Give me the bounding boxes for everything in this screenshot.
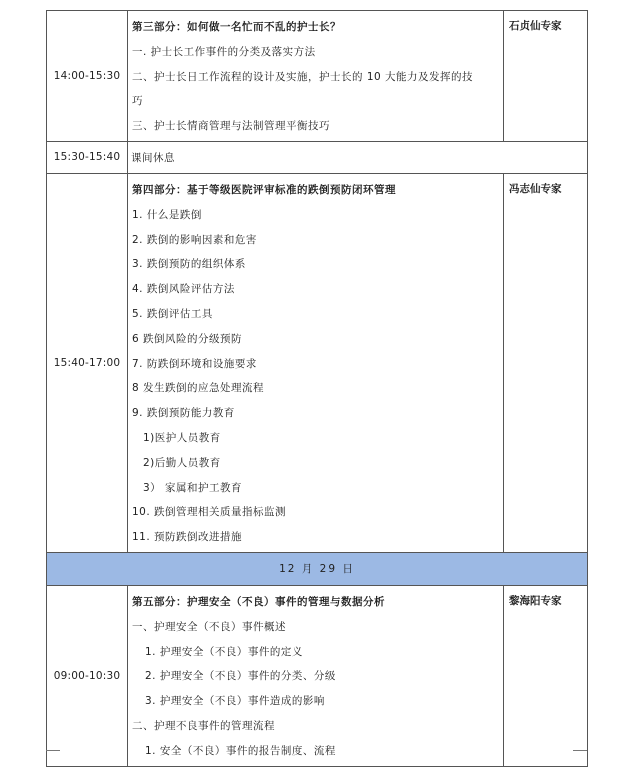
session-time: 15:30-15:40 [47,141,128,173]
break-row [47,141,588,173]
session-line: 3） 家属和护工教育 [143,481,243,494]
speaker-name: 冯志仙专家 [504,173,588,552]
session-line: 1. 什么是跌倒 [132,208,202,221]
session-time: 09:00-10:30 [47,585,128,766]
session-line: 巧 [132,95,143,108]
session-content [128,11,504,142]
session-line: 2. 跌倒的影响因素和危害 [132,233,257,246]
session-line: 10. 跌倒管理相关质量指标监测 [132,506,287,519]
session-time: 15:40-17:00 [47,173,128,552]
session-line: 6 跌倒风险的分级预防 [132,332,243,345]
session-line: 二、护理不良事件的管理流程 [132,719,275,732]
session-time: 14:00-15:30 [47,11,128,142]
session-line: 一、护理安全（不良）事件概述 [132,620,286,633]
speaker-name: 石贞仙专家 [504,11,588,142]
session-title: 第三部分：如何做一名忙而不乱的护士长？ [132,21,341,33]
session-line: 8 发生跌倒的应急处理流程 [132,382,265,395]
session-row [47,585,588,766]
session-line: 2. 护理安全（不良）事件的分类、分级 [145,670,336,683]
session-line: 1)医护人员教育 [143,431,221,444]
session-content [128,173,504,552]
date-label: 12 月 29 日 [47,552,588,585]
session-line: 1. 护理安全（不良）事件的定义 [145,645,303,658]
speaker-name: 黎海阳专家 [504,585,588,766]
session-title: 第五部分：护理安全（不良）事件的管理与数据分析 [132,595,385,608]
schedule-table [46,10,588,767]
session-row [47,11,588,142]
session-line: 4. 跌倒风险评估方法 [132,283,235,296]
session-line: 3. 跌倒预防的组织体系 [132,258,246,271]
session-line: 7. 防跌倒环境和设施要求 [132,357,257,370]
table-corner-mark-left [46,750,60,755]
schedule-sheet [46,10,587,767]
date-row [47,552,588,585]
table-corner-mark-right [573,750,587,755]
session-line: 1. 安全（不良）事件的报告制度、流程 [145,744,336,757]
session-line: 3. 护理安全（不良）事件造成的影响 [145,695,325,708]
session-line: 三、护士长情商管理与法制管理平衡技巧 [132,120,330,133]
session-line: 11. 预防跌倒改进措施 [132,531,243,544]
session-content [128,585,504,766]
session-row [47,173,588,552]
session-line: 一. 护士长工作事件的分类及落实方法 [132,45,316,58]
session-line: 9. 跌倒预防能力教育 [132,407,235,420]
session-line: 2)后勤人员教育 [143,456,221,469]
break-label: 课间休息 [128,141,588,173]
session-line: 5. 跌倒评估工具 [132,307,213,320]
session-title: 第四部分：基于等级医院评审标准的跌倒预防闭环管理 [132,183,396,196]
session-line: 二、护士长日工作流程的设计及实施，护士长的 10 大能力及发挥的技 [132,70,474,83]
